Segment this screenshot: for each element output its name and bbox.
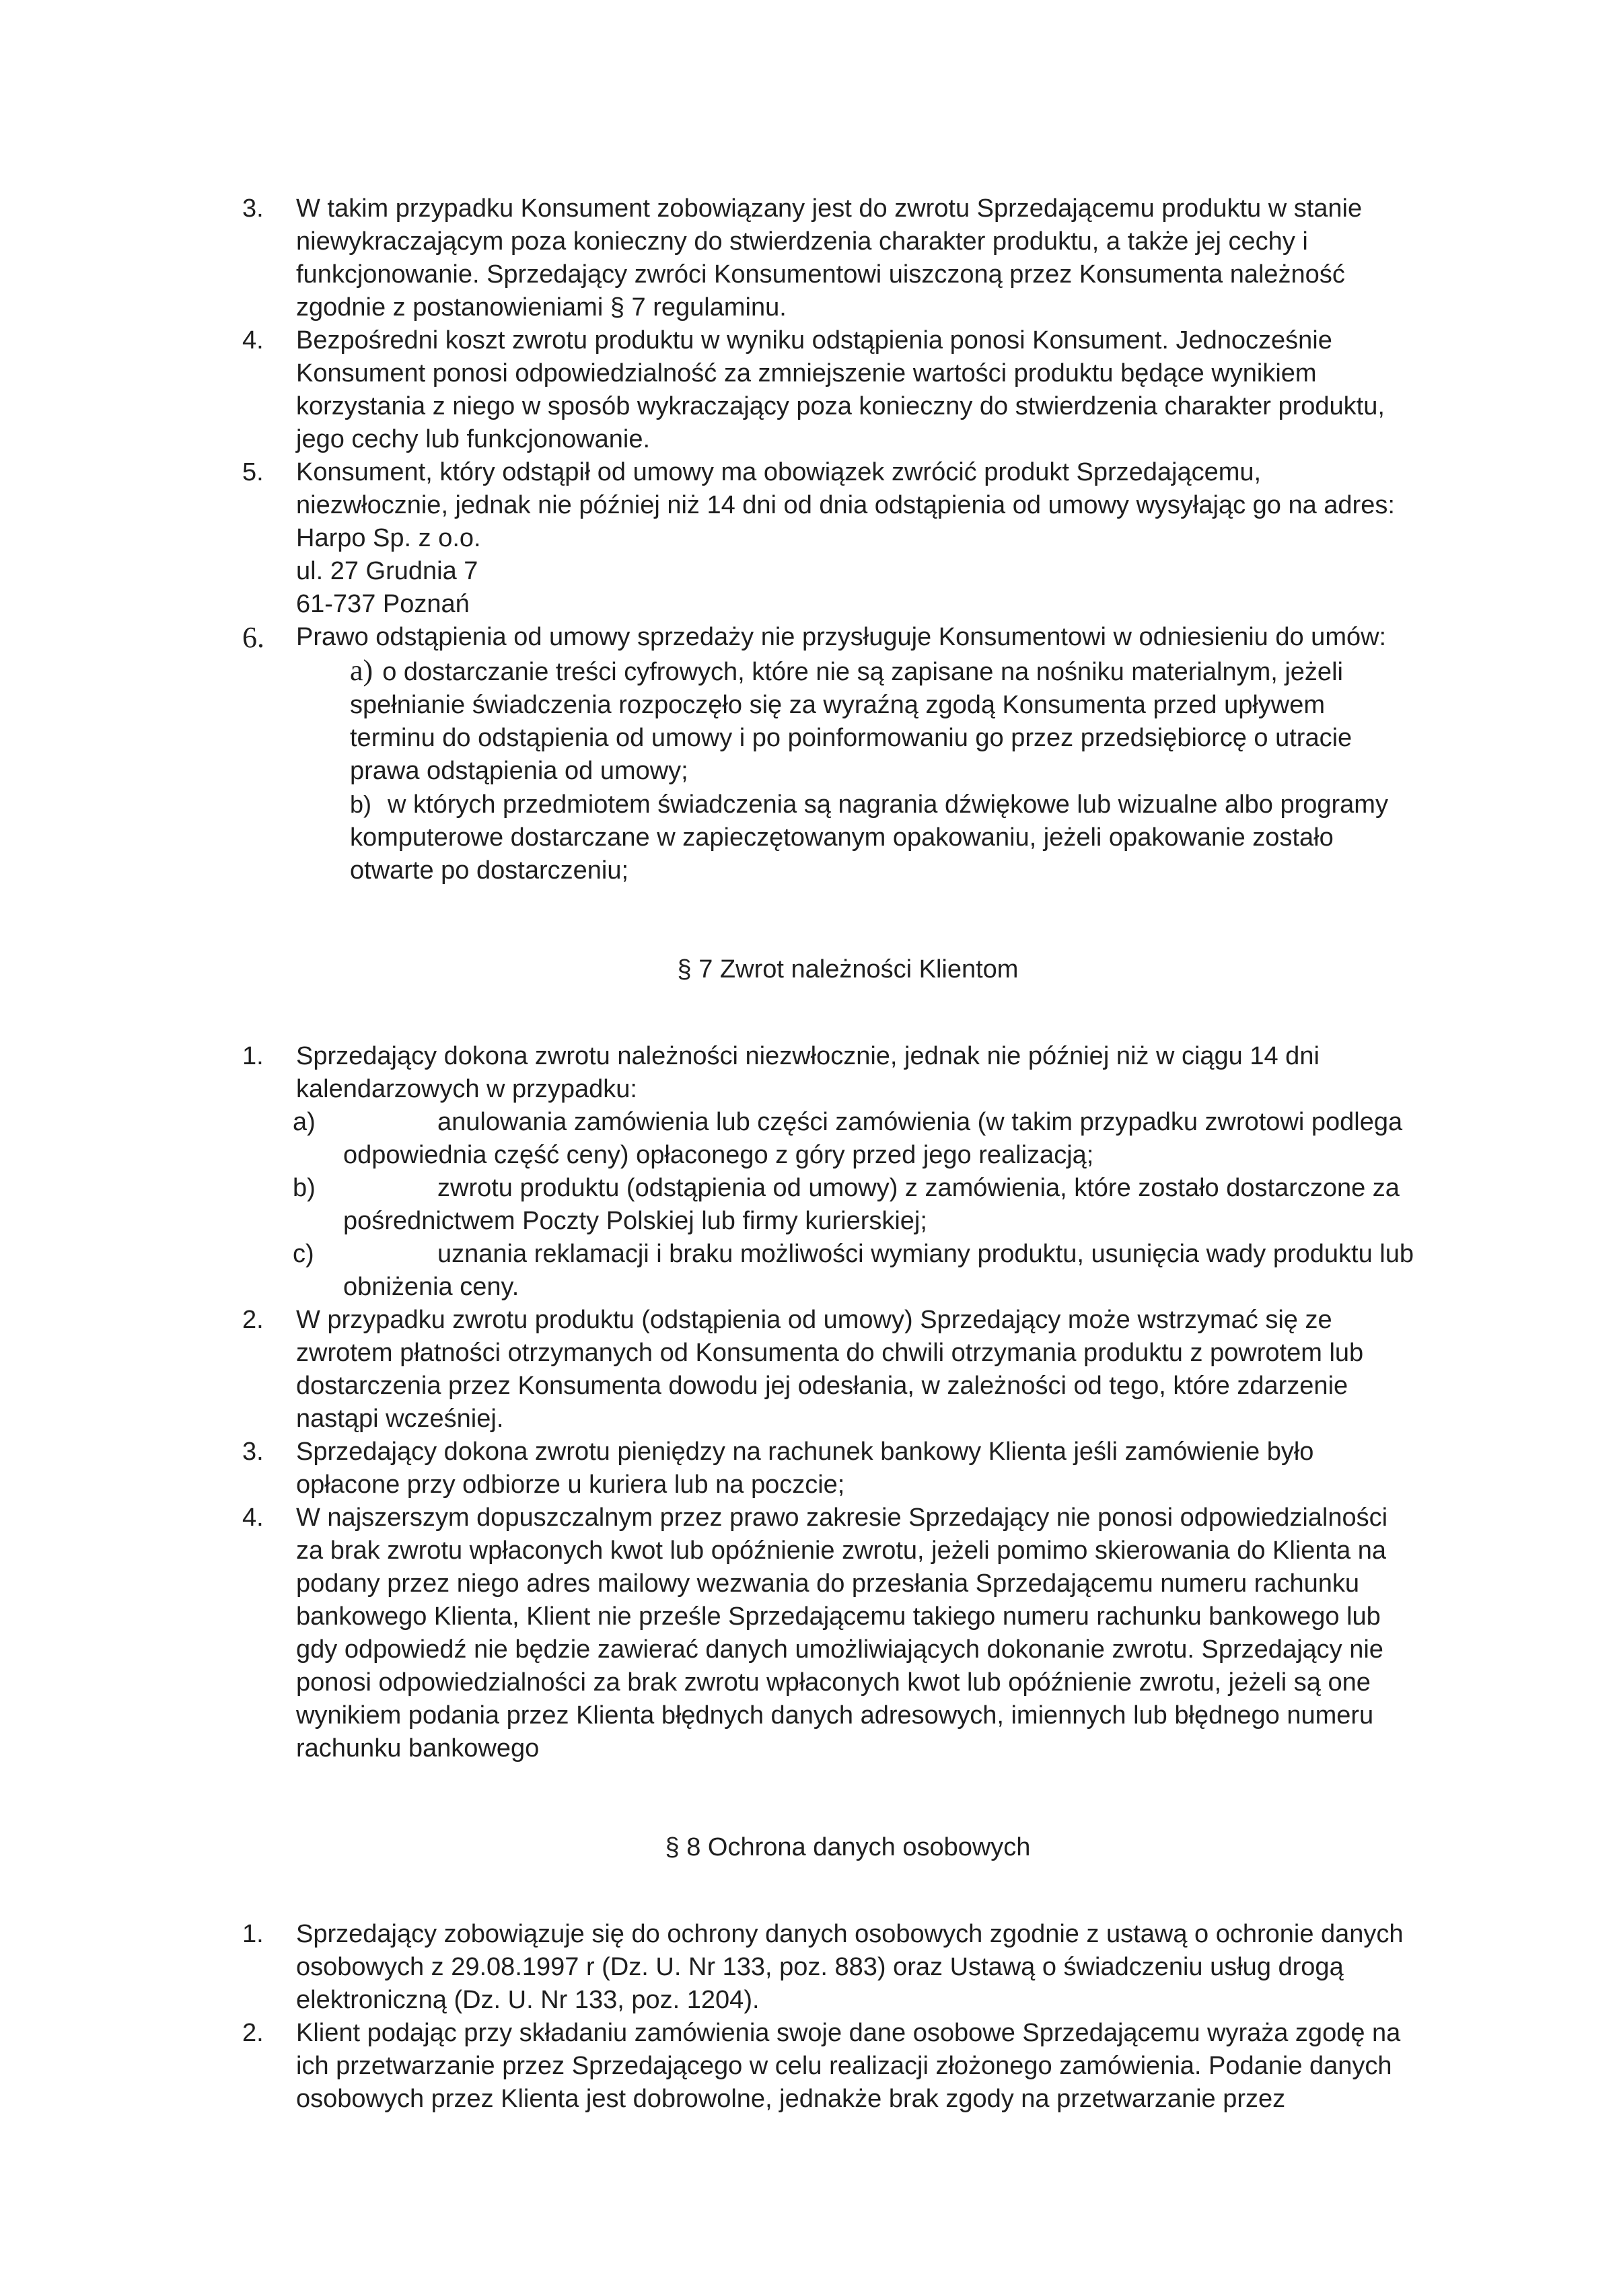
text-line: Konsument ponosi odpowiedzialność za zmniejszenie wartości produktu będące wynikiem — [296, 359, 1317, 387]
text-line: Sprzedający zobowiązuje się do ochrony danych osobowych zgodnie z ustawą o ochronie danych — [296, 1920, 1404, 1948]
text-line: komputerowe dostarczane w zapieczętowanym opakowaniu, jeżeli opakowanie zostało — [350, 823, 1334, 852]
sub-item-a — [242, 654, 1453, 788]
address-line: 61-737 Poznań — [296, 590, 470, 618]
sub-item-a — [242, 1106, 1453, 1172]
item-number: 5. — [242, 458, 264, 486]
text-line: za brak zwrotu wpłaconych kwot lub opóźnienie zwrotu, jeżeli pomimo skierowania do Klienta na — [296, 1536, 1387, 1565]
text-line: korzystania z niego w sposób wykraczający poza konieczny do stwierdzenia charakter produktu, — [296, 392, 1385, 420]
sub-item-b — [242, 788, 1453, 887]
text-line: pośrednictwem Poczty Polskiej lub firmy kurierskiej; — [343, 1207, 927, 1235]
sub-item-label: b) — [350, 790, 372, 818]
text-line: Sprzedający dokona zwrotu należności niezwłocznie, jednak nie później niż w ciągu 14 dni — [296, 1042, 1320, 1070]
text-line: zgodnie z postanowieniami § 7 regulaminu. — [296, 293, 787, 322]
list-item — [242, 192, 1453, 324]
item-number: 6. — [242, 621, 264, 654]
sub-item-c — [242, 1238, 1453, 1304]
address-line: ul. 27 Grudnia 7 — [296, 557, 478, 585]
text-line: odpowiednia część ceny) opłaconego z góry przed jego realizacją; — [343, 1141, 1094, 1169]
section-title: § 7 Zwrot należności Klientom — [677, 955, 1019, 984]
text-line: Sprzedający dokona zwrotu pieniędzy na rachunek bankowy Klienta jeśli zamówienie było — [296, 1438, 1314, 1466]
text-line: wynikiem podania przez Klienta błędnych danych adresowych, imiennych lub błędnego numeru — [296, 1701, 1374, 1730]
list-item — [242, 621, 1453, 654]
text-line: Prawo odstąpienia od umowy sprzedaży nie przysługuje Konsumentowi w odniesieniu do umów: — [296, 623, 1387, 651]
text-line: otwarte po dostarczeniu; — [350, 856, 629, 885]
text-line: rachunku bankowego — [296, 1734, 540, 1763]
text-line: funkcjonowanie. Sprzedający zwróci Konsumentowi uiszczoną przez Konsumenta należność — [296, 260, 1345, 289]
address-line: Harpo Sp. z o.o. — [296, 524, 481, 552]
text-line: anulowania zamówienia lub części zamówienia (w takim przypadku zwrotowi podlega — [437, 1108, 1403, 1136]
list-item — [242, 1502, 1453, 1765]
item-number: 1. — [242, 1042, 264, 1070]
sub-item-label: c) — [293, 1240, 314, 1268]
text-line: nastąpi wcześniej. — [296, 1405, 504, 1433]
item-number: 2. — [242, 1306, 264, 1334]
text-line: obniżenia ceny. — [343, 1273, 519, 1301]
item-number: 2. — [242, 2019, 264, 2047]
text-line: dostarczenia przez Konsumenta dowodu jej odesłania, w zależności od tego, które zdarzenie — [296, 1372, 1348, 1400]
text-line: kalendarzowych w przypadku: — [296, 1075, 637, 1103]
text-line: bankowego Klienta, Klient nie prześle Sprzedającemu takiego numeru rachunku bankowego lub — [296, 1602, 1381, 1631]
text-line: gdy odpowiedź nie będzie zawierać danych umożliwiających dokonanie zwrotu. Sprzedający nie — [296, 1635, 1383, 1664]
list-item — [242, 1040, 1453, 1106]
section-title: § 8 Ochrona danych osobowych — [665, 1833, 1031, 1861]
sub-item-b — [242, 1172, 1453, 1238]
item-number: 4. — [242, 1504, 264, 1532]
text-line: w których przedmiotem świadczenia są nagrania dźwiękowe lub wizualne albo programy — [388, 790, 1388, 819]
text-line: osobowych przez Klienta jest dobrowolne, jednakże brak zgody na przetwarzanie przez — [296, 2085, 1286, 2113]
sub-item-label: b) — [293, 1174, 316, 1202]
text-line: W takim przypadku Konsument zobowiązany jest do zwrotu Sprzedającemu produktu w stanie — [296, 194, 1363, 223]
list-item — [242, 324, 1453, 456]
list-item — [242, 2017, 1453, 2116]
text-line: jego cechy lub funkcjonowanie. — [296, 425, 651, 453]
list-item — [242, 1918, 1453, 2017]
text-line: W najszerszym dopuszczalnym przez prawo zakresie Sprzedający nie ponosi odpowiedzialności — [296, 1504, 1388, 1532]
text-line: ich przetwarzanie przez Sprzedającego w celu realizacji złożonego zamówienia. Podanie danych — [296, 2052, 1392, 2080]
text-line: zwrotem płatności otrzymanych od Konsumenta do chwili otrzymania produktu z powrotem lub — [296, 1339, 1364, 1367]
text-line: Klient podając przy składaniu zamówienia swoje dane osobowe Sprzedającemu wyraża zgodę na — [296, 2019, 1401, 2047]
sub-item-label: a) — [293, 1108, 316, 1136]
text-line: spełnianie świadczenia rozpoczęło się za wyraźną zgodą Konsumenta przed upływem — [350, 691, 1326, 719]
list-item — [242, 1436, 1453, 1502]
item-number: 3. — [242, 194, 264, 223]
text-line: o dostarczanie treści cyfrowych, które nie są zapisane na nośniku materialnym, jeżeli — [382, 658, 1343, 686]
text-line: Bezpośredni koszt zwrotu produktu w wyniku odstąpienia ponosi Konsument. Jednocześnie — [296, 326, 1332, 355]
item-number: 1. — [242, 1920, 264, 1948]
text-line: elektroniczną (Dz. U. Nr 133, poz. 1204). — [296, 1986, 760, 2014]
text-line: podany przez niego adres mailowy wezwania do przesłania Sprzedającemu numeru rachunku — [296, 1569, 1359, 1598]
text-line: Konsument, który odstąpił od umowy ma obowiązek zwrócić produkt Sprzedającemu, — [296, 458, 1262, 486]
sub-item-label: a) — [350, 654, 373, 687]
text-line: terminu do odstąpienia od umowy i po poinformowaniu go przez przedsiębiorcę o utracie — [350, 724, 1352, 752]
item-number: 4. — [242, 326, 264, 355]
text-line: opłacone przy odbiorze u kuriera lub na poczcie; — [296, 1471, 845, 1499]
text-line: niezwłocznie, jednak nie później niż 14 dni od dnia odstąpienia od umowy wysyłając go na adres: — [296, 491, 1395, 519]
list-item — [242, 1304, 1453, 1436]
text-line: uznania reklamacji i braku możliwości wymiany produktu, usunięcia wady produktu lub — [437, 1240, 1414, 1268]
text-line: prawa odstąpienia od umowy; — [350, 757, 688, 785]
document-page — [242, 192, 1453, 2116]
list-item — [242, 456, 1453, 621]
text-line: zwrotu produktu (odstąpienia od umowy) z zamówienia, które zostało dostarczone za — [437, 1174, 1400, 1202]
item-number: 3. — [242, 1438, 264, 1466]
text-line: W przypadku zwrotu produktu (odstąpienia od umowy) Sprzedający może wstrzymać się ze — [296, 1306, 1332, 1334]
text-line: ponosi odpowiedzialności za brak zwrotu wpłaconych kwot lub opóźnienie zwrotu, jeżeli są one — [296, 1668, 1371, 1697]
text-line: niewykraczającym poza konieczny do stwierdzenia charakter produktu, a także jej cechy i — [296, 227, 1308, 256]
text-line: osobowych z 29.08.1997 r (Dz. U. Nr 133, poz. 883) oraz Ustawą o świadczeniu usług drogą — [296, 1953, 1344, 1981]
